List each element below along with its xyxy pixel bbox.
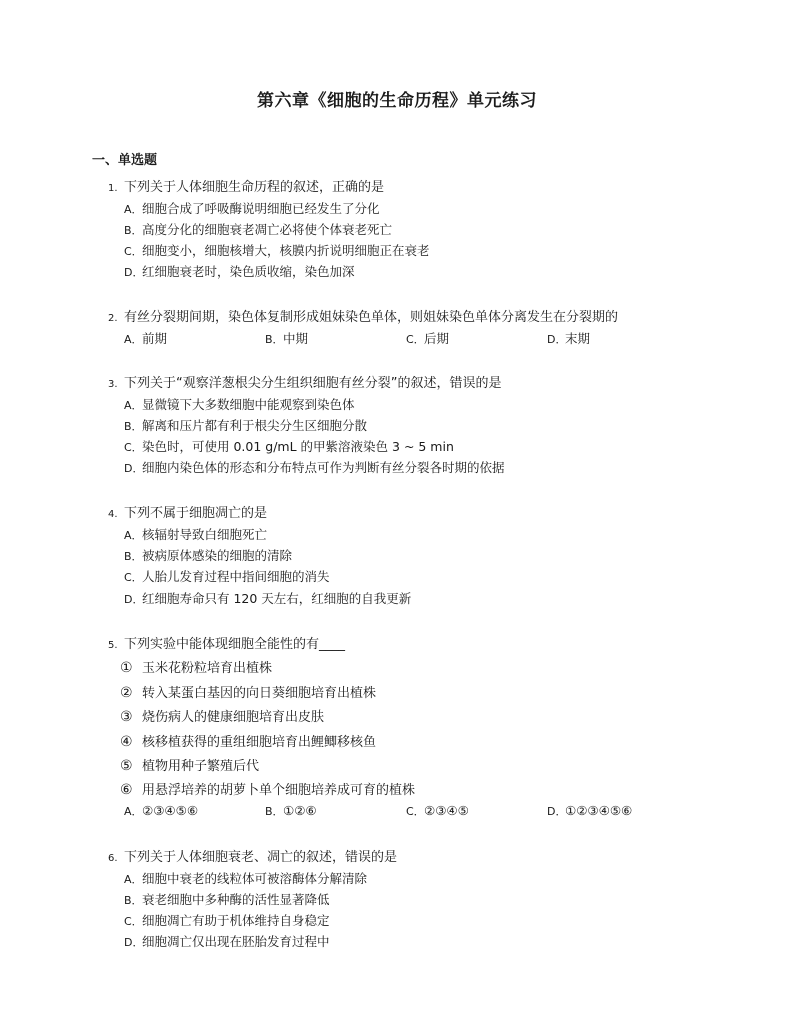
option-b bbox=[124, 546, 292, 564]
option-letter: A． bbox=[124, 529, 143, 542]
option-text: ①②③④⑤⑥ bbox=[565, 803, 633, 818]
option-b bbox=[124, 220, 392, 238]
option-letter: B． bbox=[124, 550, 143, 563]
option-text: 细胞合成了呼吸酶说明细胞已经发生了分化 bbox=[142, 201, 380, 216]
option-letter: A． bbox=[124, 873, 143, 886]
option-letter: D． bbox=[547, 333, 567, 346]
option-letter: A． bbox=[124, 399, 143, 412]
option-text: 衰老细胞中多种酶的活性显著降低 bbox=[142, 892, 330, 907]
numbered-item-2 bbox=[120, 682, 376, 701]
question-6 bbox=[108, 846, 397, 865]
item-text: 植物用种子繁殖后代 bbox=[142, 759, 260, 774]
option-letter: D． bbox=[124, 266, 144, 279]
option-d bbox=[124, 932, 330, 950]
option-c bbox=[124, 911, 330, 929]
option-a bbox=[124, 329, 167, 347]
option-text: 红细胞衰老时，染色质收缩，染色加深 bbox=[142, 264, 355, 279]
option-a bbox=[124, 803, 198, 819]
item-text: 转入某蛋白基因的向日葵细胞培育出植株 bbox=[142, 686, 377, 701]
option-text: 后期 bbox=[424, 331, 450, 346]
option-d bbox=[124, 458, 505, 476]
question-text: 有丝分裂期间期，染色体复制形成姐妹染色单体，则姐妹染色单体分离发生在分裂期的 bbox=[124, 310, 619, 325]
item-text: 用悬浮培养的胡萝卜单个细胞培养成可育的植株 bbox=[142, 783, 416, 798]
question-2 bbox=[108, 306, 618, 325]
option-b bbox=[124, 416, 367, 434]
item-marker: ⑤ bbox=[120, 758, 133, 774]
numbered-item-4 bbox=[120, 731, 376, 750]
option-letter: A． bbox=[124, 805, 143, 818]
item-marker: ② bbox=[120, 685, 133, 701]
option-letter: C． bbox=[124, 245, 143, 258]
option-text: 红细胞寿命只有 120 天左右，红细胞的自我更新 bbox=[142, 591, 412, 606]
option-a bbox=[124, 199, 380, 217]
option-text: 被病原体感染的细胞的清除 bbox=[142, 548, 293, 563]
option-text: 高度分化的细胞衰老凋亡必将使个体衰老死亡 bbox=[142, 222, 393, 237]
item-marker: ① bbox=[120, 660, 133, 676]
section-heading: 一、单选题 bbox=[92, 153, 158, 168]
option-letter: B． bbox=[124, 224, 143, 237]
option-letter: C． bbox=[124, 571, 143, 584]
option-text: 人胎儿发育过程中指间细胞的消失 bbox=[142, 569, 330, 584]
option-letter: D． bbox=[124, 593, 144, 606]
page-title: 第六章《细胞的生命历程》单元练习 bbox=[257, 91, 537, 111]
option-text: 细胞凋亡仅出现在胚胎发育过程中 bbox=[142, 934, 330, 949]
option-text: 前期 bbox=[142, 331, 168, 346]
option-text: ②③④⑤⑥ bbox=[142, 803, 199, 818]
question-number: 4. bbox=[108, 509, 118, 520]
question-number: 3. bbox=[108, 379, 118, 390]
option-c bbox=[124, 567, 330, 585]
option-letter: B． bbox=[265, 805, 284, 818]
item-text: 玉米花粉粒培育出植株 bbox=[142, 661, 273, 676]
option-text: 细胞中衰老的线粒体可被溶酶体分解清除 bbox=[142, 871, 368, 886]
question-number: 6. bbox=[108, 853, 118, 864]
option-letter: C． bbox=[124, 441, 143, 454]
option-letter: C． bbox=[406, 805, 425, 818]
option-letter: D． bbox=[124, 936, 144, 949]
option-letter: D． bbox=[124, 462, 144, 475]
option-a bbox=[124, 525, 267, 543]
option-letter: B． bbox=[265, 333, 284, 346]
option-text: 染色时，可使用 0.01 g/mL 的甲紫溶液染色 3 ~ 5 min bbox=[142, 439, 454, 454]
option-d bbox=[547, 803, 632, 819]
option-text: ②③④⑤ bbox=[424, 803, 469, 818]
item-text: 烧伤病人的健康细胞培育出皮肤 bbox=[142, 710, 325, 725]
item-marker: ③ bbox=[120, 709, 133, 725]
option-letter: D． bbox=[547, 805, 567, 818]
option-letter: A． bbox=[124, 333, 143, 346]
question-number: 2. bbox=[108, 313, 118, 324]
question-text: 下列不属于细胞凋亡的是 bbox=[124, 506, 268, 521]
option-d bbox=[124, 589, 411, 607]
option-text: 核辐射导致白细胞死亡 bbox=[142, 527, 268, 542]
option-letter: C． bbox=[124, 915, 143, 928]
option-c bbox=[124, 241, 430, 259]
option-text: 显微镜下大多数细胞中能观察到染色体 bbox=[142, 397, 355, 412]
item-marker: ⑥ bbox=[120, 782, 133, 798]
option-text: 解离和压片都有利于根尖分生区细胞分散 bbox=[142, 418, 368, 433]
option-text: 细胞变小，细胞核增大，核膜内折说明细胞正在衰老 bbox=[142, 243, 430, 258]
numbered-item-1 bbox=[120, 657, 272, 676]
option-text: 细胞凋亡有助于机体维持自身稳定 bbox=[142, 913, 330, 928]
option-letter: B． bbox=[124, 894, 143, 907]
question-1 bbox=[108, 176, 384, 195]
option-text: ①②⑥ bbox=[283, 803, 317, 818]
question-number: 1. bbox=[108, 183, 118, 194]
numbered-item-5 bbox=[120, 755, 259, 774]
option-b bbox=[124, 890, 330, 908]
option-text: 中期 bbox=[283, 331, 309, 346]
item-marker: ④ bbox=[120, 734, 133, 750]
question-5 bbox=[108, 633, 345, 652]
option-d bbox=[124, 262, 355, 280]
numbered-item-3 bbox=[120, 706, 324, 725]
question-text: 下列实验中能体现细胞全能性的有____ bbox=[124, 637, 346, 652]
option-text: 细胞内染色体的形态和分布特点可作为判断有丝分裂各时期的依据 bbox=[142, 460, 505, 475]
option-letter: A． bbox=[124, 203, 143, 216]
item-text: 核移植获得的重组细胞培育出鲤鲫移核鱼 bbox=[142, 735, 377, 750]
option-text: 末期 bbox=[565, 331, 591, 346]
option-c bbox=[124, 437, 454, 455]
numbered-item-6 bbox=[120, 779, 415, 798]
option-c bbox=[406, 803, 469, 819]
question-text: 下列关于“观察洋葱根尖分生组织细胞有丝分裂”的叙述，错误的是 bbox=[124, 376, 502, 391]
question-3 bbox=[108, 372, 501, 391]
question-4 bbox=[108, 502, 267, 521]
option-a bbox=[124, 869, 367, 887]
option-a bbox=[124, 395, 355, 413]
question-text: 下列关于人体细胞生命历程的叙述，正确的是 bbox=[124, 180, 385, 195]
option-letter: B． bbox=[124, 420, 143, 433]
option-d bbox=[547, 329, 590, 347]
question-number: 5. bbox=[108, 640, 118, 651]
question-text: 下列关于人体细胞衰老、凋亡的叙述，错误的是 bbox=[124, 850, 398, 865]
option-b bbox=[265, 329, 308, 347]
option-letter: C． bbox=[406, 333, 425, 346]
option-c bbox=[406, 329, 449, 347]
option-b bbox=[265, 803, 317, 819]
